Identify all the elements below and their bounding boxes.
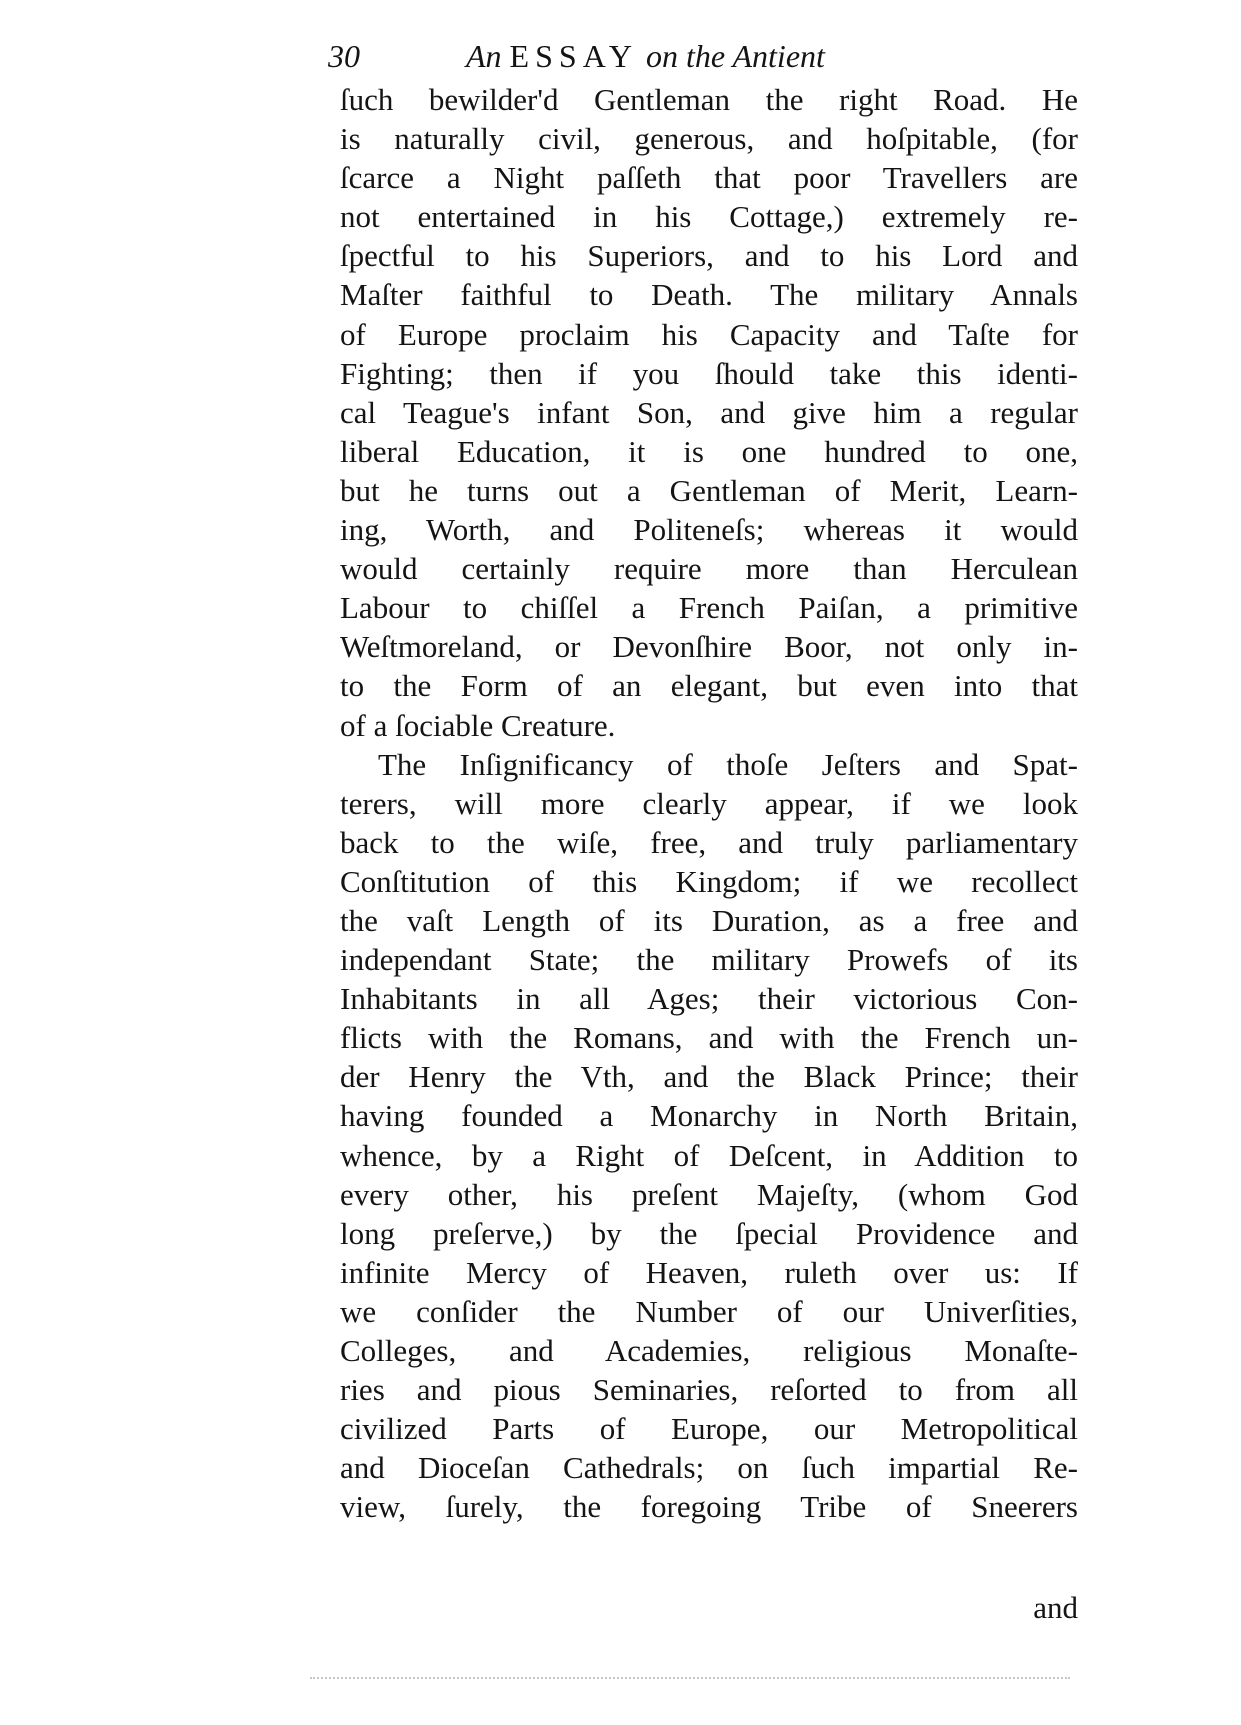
text-line: infinite Mercy of Heaven, ruleth over us: If — [340, 1254, 1078, 1290]
running-title-prefix: An — [466, 38, 502, 74]
text-line: ſuch bewilder'd Gentleman the right Road. He — [340, 82, 1078, 117]
text-line: but he turns out a Gentleman of Merit, Learn- — [340, 472, 1078, 508]
text-line: long preſerve,) by the ſpecial Providence and — [340, 1215, 1078, 1251]
running-header — [328, 34, 1080, 78]
catchword: and — [1033, 1590, 1078, 1625]
text-line: not entertained in his Cottage,) extremely re- — [340, 199, 1078, 235]
paragraph — [340, 80, 1078, 745]
text-line: Maſter faithful to Death. The military Annals — [340, 277, 1078, 313]
text-line: every other, his preſent Majeſty, (whom God — [340, 1176, 1078, 1212]
text-line: cal Teague's infant Son, and give him a regular — [340, 394, 1078, 430]
text-line: ing, Worth, and Politeneſs; whereas it would — [340, 512, 1078, 548]
text-line: Fighting; then if you ſhould take this identi- — [340, 355, 1078, 391]
text-line: terers, will more clearly appear, if we look — [340, 785, 1078, 821]
text-line: of Europe proclaim his Capacity and Taſte for — [340, 316, 1078, 352]
running-title-suffix: on the Antient — [645, 38, 825, 74]
text-line: view, ſurely, the foregoing Tribe of Sneerers — [340, 1489, 1078, 1525]
text-line: back to the wiſe, free, and truly parliamentary — [340, 824, 1078, 860]
text-line: would certainly require more than Herculean — [340, 551, 1078, 587]
text-line: civilized Parts of Europe, our Metropolitical — [340, 1411, 1078, 1447]
bottom-edge-rule — [310, 1677, 1070, 1679]
page-number: 30 — [328, 38, 360, 74]
text-line: ſpectful to his Superiors, and to his Lord and — [340, 238, 1078, 274]
text-line: Labour to chiſſel a French Paiſan, a primitive — [340, 590, 1078, 626]
running-title — [466, 34, 825, 78]
text-line: to the Form of an elegant, but even into that — [340, 668, 1078, 704]
text-line: flicts with the Romans, and with the French un- — [340, 1020, 1078, 1056]
text-line: and Dioceſan Cathedrals; on ſuch impartial Re- — [340, 1450, 1078, 1486]
paragraph — [340, 745, 1078, 1527]
text-line: independant State; the military Prowefs of its — [340, 942, 1078, 978]
text-line: liberal Education, it is one hundred to one, — [340, 433, 1078, 469]
text-line: the vaſt Length of its Duration, as a free and — [340, 902, 1078, 938]
text-line: Inhabitants in all Ages; their victorious Con- — [340, 981, 1078, 1017]
text-line: ries and pious Seminaries, reſorted to from all — [340, 1372, 1078, 1408]
running-title-caps: ESSAY — [509, 38, 638, 74]
text-line: Weſtmoreland, or Devonſhire Boor, not only in- — [340, 629, 1078, 665]
text-line: Conſtitution of this Kingdom; if we recollect — [340, 863, 1078, 899]
body-text — [340, 80, 1078, 1526]
text-line: we conſider the Number of our Univerſities, — [340, 1293, 1078, 1329]
text-line: is naturally civil, generous, and hoſpitable, (for — [340, 121, 1078, 157]
text-line: of a ſociable Creature. — [340, 707, 616, 743]
text-line: having founded a Monarchy in North Britain, — [340, 1098, 1078, 1134]
text-line: Colleges, and Academies, religious Monaſte- — [340, 1333, 1078, 1368]
text-line: ſcarce a Night paſſeth that poor Travellers are — [340, 160, 1078, 196]
text-line: der Henry the Vth, and the Black Prince; their — [340, 1059, 1078, 1095]
text-line: The Inſignificancy of thoſe Jeſters and Spat- — [378, 746, 1078, 782]
text-line: whence, by a Right of Deſcent, in Addition to — [340, 1137, 1078, 1173]
